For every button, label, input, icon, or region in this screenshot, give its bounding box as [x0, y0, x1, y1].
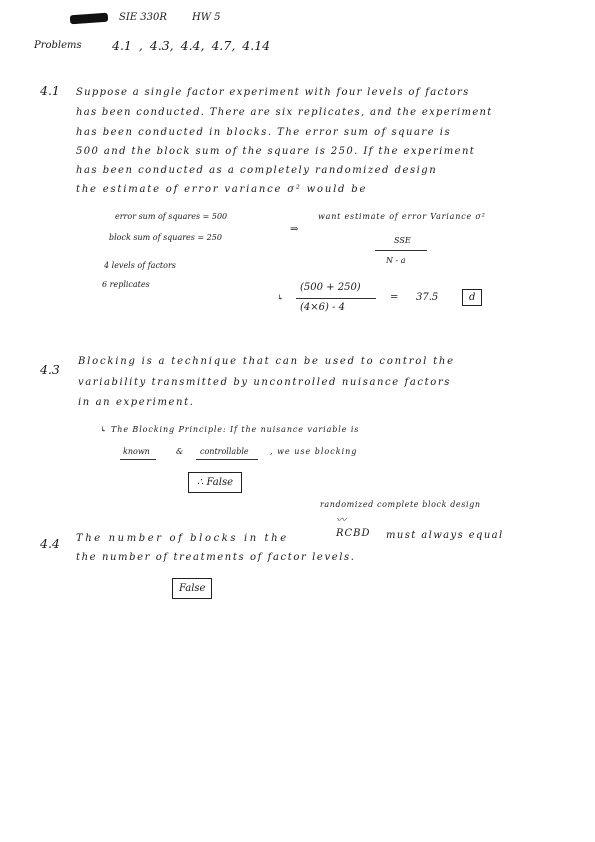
given-error-ss: error sum of squares = 500 — [115, 212, 228, 221]
calc-arrow: ↳ — [277, 293, 284, 302]
problem-4-4-number: 4.4 — [40, 536, 60, 551]
controllable-word: controllable — [200, 447, 249, 456]
problem-4-1-line: Suppose a single factor experiment with four levels of factors — [76, 87, 470, 98]
answer-4-3: ∴ False — [188, 472, 242, 493]
answer-4-1: d — [462, 289, 482, 306]
problem-4-3-number: 4.3 — [40, 362, 60, 377]
known-word: known — [123, 447, 150, 456]
rcbd-abbrev: RCBD — [336, 528, 371, 539]
calc-fraction-bar — [296, 298, 376, 299]
calc-result: 37.5 — [416, 292, 439, 303]
problem-4-1-line: has been conducted. There are six replicates, and the experiment — [76, 107, 493, 118]
problem-4-1-line: has been conducted as a completely randomized design — [76, 165, 438, 176]
want-estimate: want estimate of error Variance σ² — [318, 212, 486, 221]
problems-label: Problems — [34, 40, 82, 51]
known-underline — [120, 459, 156, 460]
problem-4-3-line: in an experiment. — [78, 397, 195, 408]
formula-fraction-bar — [375, 250, 427, 251]
problem-4-4-line: The number of blocks in the — [76, 533, 289, 544]
course-code: SIE 330R — [119, 12, 167, 23]
given-replicates: 6 replicates — [102, 280, 150, 289]
problem-4-3-line: Blocking is a technique that can be used to control the — [78, 356, 455, 367]
principle-tail: , we use blocking — [270, 447, 358, 456]
calc-numerator: (500 + 250) — [300, 282, 361, 293]
ampersand: & — [176, 447, 184, 456]
calc-denominator: (4×6) - 4 — [300, 302, 346, 313]
answer-4-4: False — [172, 578, 212, 599]
tilde-mark: 〰 — [336, 515, 346, 526]
calc-equals: = — [390, 292, 399, 303]
given-block-ss: block sum of squares = 250 — [109, 233, 222, 242]
implies-arrow: ⇒ — [290, 224, 299, 235]
formula-numerator: SSE — [394, 236, 411, 245]
given-levels: 4 levels of factors — [104, 261, 176, 270]
problem-4-1-line: the estimate of error variance σ² would be — [76, 184, 368, 195]
redacted-name — [70, 13, 109, 25]
hw-title: HW 5 — [192, 12, 221, 23]
problem-4-1-number: 4.1 — [40, 83, 60, 98]
rcbd-note: randomized complete block design — [320, 500, 481, 509]
problem-4-4-line: the number of treatments of factor levels. — [76, 552, 356, 563]
problem-4-1-line: has been conducted in blocks. The error sum of square is — [76, 127, 452, 138]
problem-4-1-line: 500 and the block sum of the square is 250. If the experiment — [76, 146, 476, 157]
problem-4-3-line: variability transmitted by uncontrolled nuisance factors — [78, 377, 451, 388]
formula-denominator: N - a — [386, 256, 406, 265]
problems-list: 4.1 , 4.3, 4.4, 4.7, 4.14 — [112, 38, 271, 53]
controllable-underline — [196, 459, 258, 460]
problem-4-4-line: must always equal — [386, 530, 504, 541]
blocking-principle: ↳ The Blocking Principle: If the nuisance variable is — [100, 425, 360, 434]
